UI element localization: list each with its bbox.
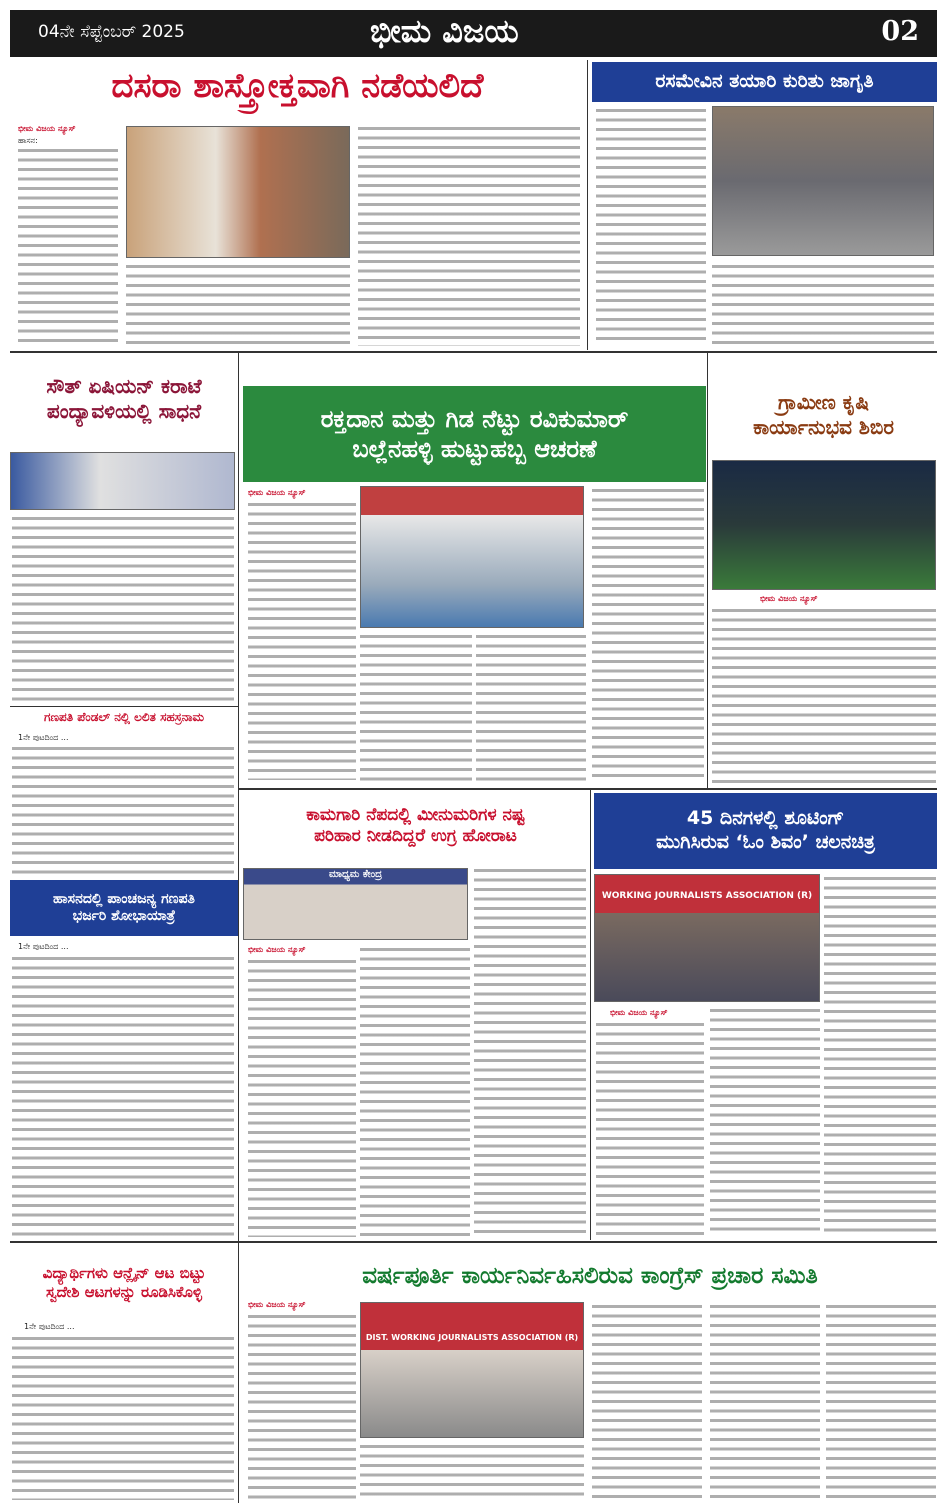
article-photo bbox=[712, 106, 934, 256]
byline: ಭೀಮ ವಿಜಯ ನ್ಯೂಸ್ bbox=[248, 1300, 306, 1309]
headline-rasameevu: ರಸಮೇವಿನ ತಯಾರಿ ಕುರಿತು ಜಾಗೃತಿ bbox=[592, 62, 937, 102]
article-body bbox=[592, 486, 704, 782]
article-body bbox=[12, 514, 234, 704]
photo-banner: WORKING JOURNALISTS ASSOCIATION (R) bbox=[601, 891, 813, 901]
article-body bbox=[18, 146, 118, 346]
headline-kamagari: ಕಾಮಗಾರಿ ನೆಪದಲ್ಲಿ ಮೀನುಮರಿಗಳ ನಷ್ಟ ಪರಿಹಾರ ನೀಡದಿದ್ದರೆ ಉಗ್ರ ಹೋರಾಟ bbox=[306, 804, 525, 846]
headline-lalitha: ಗಣಪತಿ ಪೆಂಡಲ್ ನಲ್ಲಿ ಲಲಿತ ಸಹಸ್ರನಾಮ bbox=[10, 706, 238, 728]
article-body bbox=[126, 262, 350, 346]
article-body bbox=[710, 1006, 820, 1236]
article-body bbox=[360, 1442, 584, 1500]
article-photo bbox=[594, 874, 820, 1002]
continued-label: 1ನೇ ಪುಟದಿಂದ ... bbox=[18, 942, 69, 951]
article-body bbox=[826, 1302, 936, 1500]
page-number: 02 bbox=[881, 16, 919, 47]
continued-label: 1ನೇ ಪುಟದಿಂದ ... bbox=[24, 1322, 75, 1331]
headline-karate: ಸೌತ್ ಏಷಿಯನ್ ಕರಾಟೆ ಪಂದ್ಯಾವಳಿಯಲ್ಲಿ ಸಾಧನೆ bbox=[46, 374, 202, 423]
article-body bbox=[476, 632, 586, 782]
byline: ಭೀಮ ವಿಜಯ ನ್ಯೂಸ್ bbox=[248, 488, 306, 497]
byline: ಭೀಮ ವಿಜಯ ನ್ಯೂಸ್ bbox=[18, 124, 76, 133]
headline-panchajanya: ಹಾಸನದಲ್ಲಿ ಪಾಂಚಜನ್ಯ ಗಣಪತಿ ಭರ್ಜರಿ ಶೋಭಾಯಾತ್ರೆ bbox=[10, 880, 238, 936]
article-photo bbox=[126, 126, 350, 258]
article-body bbox=[596, 1020, 704, 1236]
article-body bbox=[710, 1302, 820, 1500]
article-photo bbox=[243, 868, 468, 940]
article-body bbox=[12, 954, 234, 1236]
article-photo bbox=[360, 1302, 584, 1438]
article-body bbox=[596, 106, 706, 346]
byline: ಭೀಮ ವಿಜಯ ನ್ಯೂಸ್ bbox=[760, 594, 818, 603]
article-photo bbox=[10, 452, 235, 510]
article-photo bbox=[360, 486, 584, 628]
headline-students: ವಿದ್ಯಾರ್ಥಿಗಳು ಆನ್ಲೈನ್ ಆಟ ಬಿಟ್ಟು ಸ್ವದೇಶಿ ಆಟಗಳನ್ನು ರೂಡಿಸಿಕೊಳ್ಳಿ bbox=[42, 1264, 206, 1301]
dateline: ಹಾಸನ: bbox=[18, 136, 38, 145]
article-body bbox=[712, 606, 936, 784]
article-body bbox=[824, 874, 936, 1236]
byline: ಭೀಮ ವಿಜಯ ನ್ಯೂಸ್ bbox=[248, 945, 306, 954]
article-body bbox=[474, 866, 586, 1236]
headline-krushi: ಗ್ರಾಮೀಣ ಕೃಷಿ ಕಾರ್ಯಾನುಭವ ಶಿಬಿರ bbox=[753, 390, 894, 439]
continued-label: 1ನೇ ಪುಟದಿಂದ ... bbox=[18, 733, 69, 742]
headline-congress: ವರ್ಷಪೂರ್ತಿ ಕಾರ್ಯನಿರ್ವಹಿಸಲಿರುವ ಕಾಂಗ್ರೆಸ್ ಪ್ರಚಾರ ಸಮಿತಿ bbox=[362, 1262, 818, 1289]
article-photo bbox=[712, 460, 936, 590]
article-body bbox=[360, 632, 472, 782]
newspaper-logo: ಭೀಮ ವಿಜಯ bbox=[370, 12, 519, 50]
article-body bbox=[360, 945, 470, 1237]
article-body bbox=[358, 124, 580, 346]
article-body bbox=[248, 957, 356, 1237]
article-body bbox=[12, 1334, 234, 1500]
article-body bbox=[592, 1302, 702, 1500]
article-body bbox=[12, 744, 234, 874]
article-body bbox=[248, 1312, 356, 1500]
article-body bbox=[248, 500, 356, 780]
headline-dasara: ದಸರಾ ಶಾಸ್ತ್ರೋಕ್ತವಾಗಿ ನಡೆಯಲಿದೆ bbox=[111, 65, 484, 106]
byline: ಭೀಮ ವಿಜಯ ನ್ಯೂಸ್ bbox=[610, 1008, 668, 1017]
photo-banner: ಮಾಧ್ಯಮ ಕೇಂದ್ರ bbox=[329, 869, 382, 880]
headline-blood-donation: ರಕ್ತದಾನ ಮತ್ತು ಗಿಡ ನೆಟ್ಟು ರವಿಕುಮಾರ್ ಬಲ್ಲೆನಹಳ್ಳಿ ಹುಟ್ಟುಹಬ್ಬ ಆಚರಣೆ bbox=[243, 386, 706, 482]
photo-banner: DIST. WORKING JOURNALISTS ASSOCIATION (R) bbox=[365, 1333, 579, 1342]
masthead bbox=[10, 10, 937, 57]
issue-date: 04ನೇ ಸೆಪ್ಟೆಂಬರ್ 2025 bbox=[38, 22, 185, 42]
article-body bbox=[712, 262, 934, 346]
headline-om-shivam: 45 ದಿನಗಳಲ್ಲಿ ಶೂಟಿಂಗ್ ಮುಗಿಸಿರುವ ‘ಓಂ ಶಿವಂ’ ಚಲನಚಿತ್ರ bbox=[594, 793, 937, 869]
